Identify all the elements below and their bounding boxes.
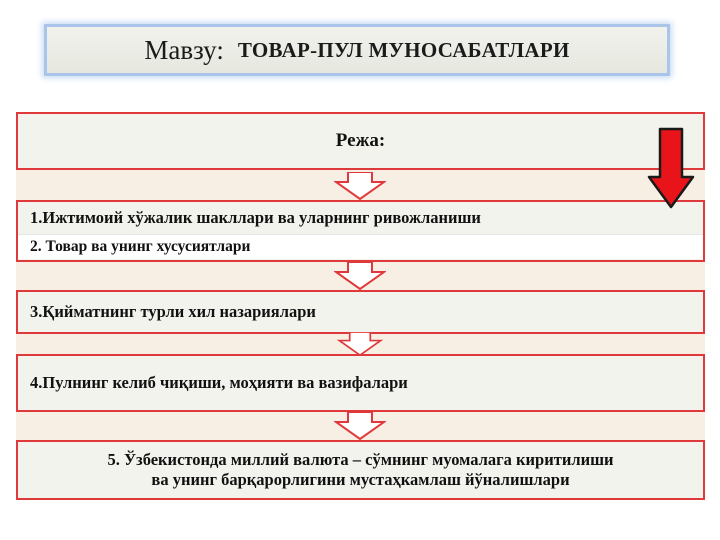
title-box: [44, 24, 670, 76]
chevron-down-icon: [334, 412, 386, 440]
plan-heading-box: [16, 112, 705, 170]
chevron-down-icon: [334, 332, 386, 356]
plan-item-5-line-1: 5. Ўзбекистонда миллий валюта – сўмнинг муомалага киритилиши: [107, 450, 614, 469]
plan-item-2: [18, 234, 703, 259]
plan-item-1: [18, 202, 703, 234]
plan-item-4-text: 4.Пулнинг келиб чиқиши, моҳияти ва вазифалари: [30, 373, 408, 392]
plan-item-group-1: [16, 200, 705, 262]
plan-item-4: [16, 354, 705, 412]
title-prefix: Мавзу:: [144, 34, 224, 65]
plan-item-3: [16, 290, 705, 334]
chevron-down-icon: [334, 262, 386, 290]
title-main: ТОВАР-ПУЛ МУНОСАБАТЛАРИ: [237, 37, 570, 62]
chevron-down-icon: [334, 172, 386, 200]
plan-item-3-text: 3.Қийматнинг турли хил назариялари: [30, 302, 316, 321]
plan-item-5-line-2: ва унинг барқарорлигини мустаҳкамлаш йўналишлари: [151, 470, 570, 489]
plan-item-1-text: 1.Ижтимоий хўжалик шакллари ва уларнинг ривожланиши: [30, 208, 481, 227]
plan-item-5: [16, 440, 705, 500]
plan-item-2-text: 2. Товар ва унинг хусусиятлари: [30, 238, 251, 255]
plan-heading: Режа:: [335, 130, 386, 151]
red-down-arrow-icon: [647, 127, 695, 209]
